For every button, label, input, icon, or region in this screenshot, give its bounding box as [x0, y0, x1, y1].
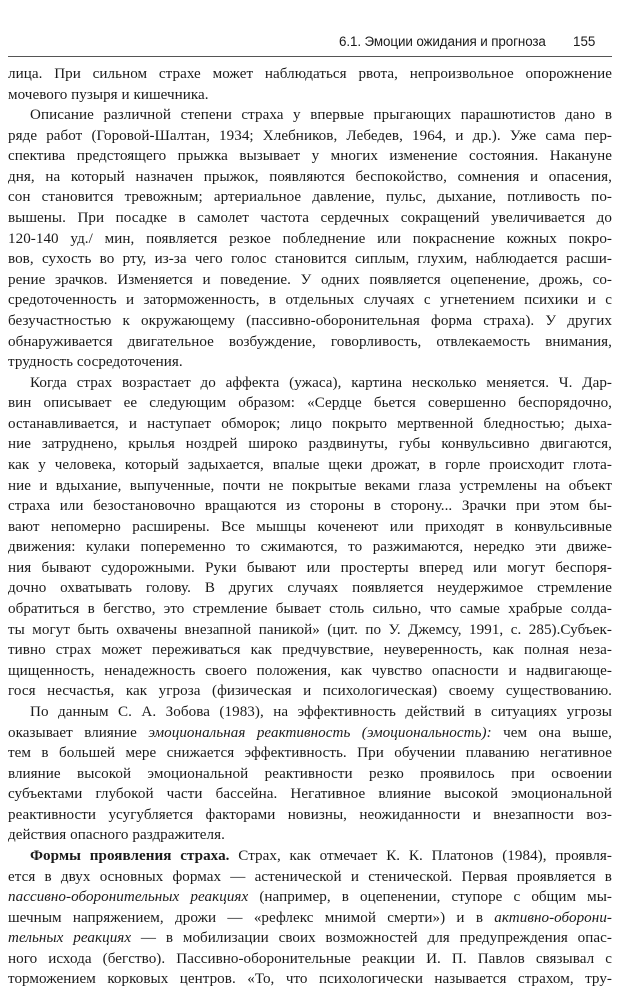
text-run: — в мобилизации своих возможностей для предупреждения опас-: [131, 930, 612, 947]
text-line: страха или безостановочно вращаются из стороны в сторону... Зрачки при этом бы-: [8, 498, 612, 515]
text-run: оказывает влияние: [8, 724, 149, 741]
section-title: 6.1. Эмоции ожидания и прогноза: [339, 34, 546, 49]
text-line: сон становится тревожным; артериальное давление, пульс, дыхание, потливость по-: [8, 189, 612, 206]
text-line: [8, 908, 612, 929]
text-line: ние и вдыхание, выпученные, почти не покрытые веками глаза устремлены на объект: [8, 477, 612, 494]
paragraph: [8, 64, 612, 105]
paragraph: [8, 373, 612, 702]
text-line: лица. При сильном страхе может наблюдаться рвота, непроизвольное опорожнение: [8, 66, 612, 82]
page-body: [8, 64, 612, 990]
emphasis-term: эмоциональная реактивность (эмоциональность):: [148, 724, 492, 741]
text-line: средоточенность и заторможенность, в отдельных случаях с угнетением психики и с: [8, 292, 612, 309]
text-line: безучастностью к окружающему (пассивно-оборонительная форма страха). У других: [8, 312, 612, 329]
text-line: [8, 846, 612, 867]
text-line: вышены. При посадке в самолет частота сердечных сокращений увеличивается до: [8, 210, 612, 227]
text-line: вин описывает ее следующим образом: «Сердце бьется совершенно беспорядочно,: [8, 395, 612, 412]
text-run: чем она выше,: [491, 724, 612, 741]
text-line: тем в большей мере снижается эффективность. При обучении плаванию негативное: [8, 745, 612, 762]
text-line: [8, 723, 612, 744]
text-run: шечным напряжением, дрожи — «рефлекс мнимой смерти») и в: [8, 909, 495, 926]
header-divider: [8, 56, 612, 57]
text-line: реактивности усугубляется факторами новизны, неожиданности и внезапности воз-: [8, 806, 612, 823]
text-line: останавливается, и наступает обморок; лицо покрыто мертвенной бледностью; дыха-: [8, 415, 612, 432]
text-line: субъектами глубокой части бассейна. Негативное влияние высокой эмоциональной: [8, 786, 612, 803]
text-line: влияние высокой эмоциональной реактивности резко проявилось при освоении: [8, 765, 612, 782]
text-line: ного исхода (бегство). Пассивно-оборонительные реакции И. П. Павлов связывал с: [8, 950, 612, 967]
text-line: 120-140 уд./ мин, появляется резкое побледнение или покраснение кожных покро-: [8, 230, 612, 247]
emphasis-term: пассивно-оборонительных реакциях: [8, 889, 249, 906]
text-line: торможением корковых центров. «То, что психологически называется страхом, тру-: [8, 971, 612, 988]
text-line: ряде работ (Горовой-Шалтан, 1934; Хлебников, Лебедев, 1964, и др.). Уже сама пер-: [8, 127, 612, 144]
text-line: По данным С. А. Зобова (1983), на эффективность действий в ситуациях угрозы: [30, 703, 612, 720]
text-line: тивно страх может переживаться как предчувствие, неуверенность, как полная неза-: [8, 642, 612, 659]
text-line: дня, на который назначен прыжок, появляются беспокойство, сомнения и опасения,: [8, 168, 612, 185]
text-line: вов, сухость во рту, из-за чего голос становится сиплым, глухим, наблюдается расши-: [8, 251, 612, 268]
text-line: действия опасного раздражителя.: [8, 827, 225, 844]
text-line: обратиться в бегство, это стремление бывает столь сильно, что самые храбрые солда-: [8, 601, 612, 618]
text-line: гося несчастья, как угроза (физическая и психологическая) своему существованию.: [8, 683, 612, 700]
text-line: движения: кулаки попеременно то сжимаются, то разжимаются, нередко эти движе-: [8, 539, 612, 556]
paragraph: [8, 846, 612, 990]
text-line: Когда страх возрастает до аффекта (ужаса), картина несколько меняется. Ч. Дар-: [30, 374, 612, 391]
paragraph: [8, 105, 612, 373]
subheading: Формы проявления страха.: [30, 847, 230, 864]
text-line: Описание различной степени страха у впервые прыгающих парашютистов дано в: [30, 107, 612, 124]
text-line: ния бывают судорожными. Руки бывают или простерты вперед или могут беспоря-: [8, 559, 612, 576]
text-line: спектива предстоящего прыжка вызывает у многих изменение состояния. Накануне: [8, 148, 612, 165]
text-line: как у человека, который задыхается, впалые щеки дрожат, в горле происходит глота-: [8, 456, 612, 473]
text-line: дочно охватывать голову. В других случаях появляется неудержимое стремление: [8, 580, 612, 597]
text-line: ется в двух основных формах — астенической и стенической. Первая проявляется в: [8, 868, 612, 885]
paragraph: [8, 702, 612, 846]
text-line: ты могут быть охвачены внезапной паникой» (цит. по У. Джемсу, 1991, с. 285).Субъек-: [8, 621, 612, 638]
text-line: щищенность, ненадежность своего положения, как чувство опасности и надвигающе-: [8, 662, 612, 679]
text-line: ние затруднено, крылья ноздрей широко раздвинуты, губы конвульсивно двигаются,: [8, 436, 612, 453]
text-run: (например, в оцепенении, ступоре с общим мы-: [248, 889, 612, 906]
text-line: обнаруживается двигательное возбуждение, говорливость, отвлекаемость внимания,: [8, 333, 612, 350]
text-line: вают непомерно расширены. Все мышцы коченеют или приходят в конвульсивные: [8, 518, 612, 535]
running-header: [0, 34, 620, 54]
text-line: трудность сосредоточения.: [8, 354, 183, 371]
text-line: рение зрачков. Изменяется и поведение. У одних появляется оцепенение, дрожь, со-: [8, 271, 612, 288]
text-line: [8, 887, 612, 908]
text-run: Страх, как отмечает К. К. Платонов (1984), проявля-: [229, 847, 612, 864]
page-number: 155: [573, 34, 596, 49]
text-line: мочевого пузыря и кишечника.: [8, 86, 209, 103]
emphasis-term: тельных реакциях: [8, 930, 132, 947]
text-line: [8, 928, 612, 949]
emphasis-term: активно-оборони-: [494, 909, 612, 926]
